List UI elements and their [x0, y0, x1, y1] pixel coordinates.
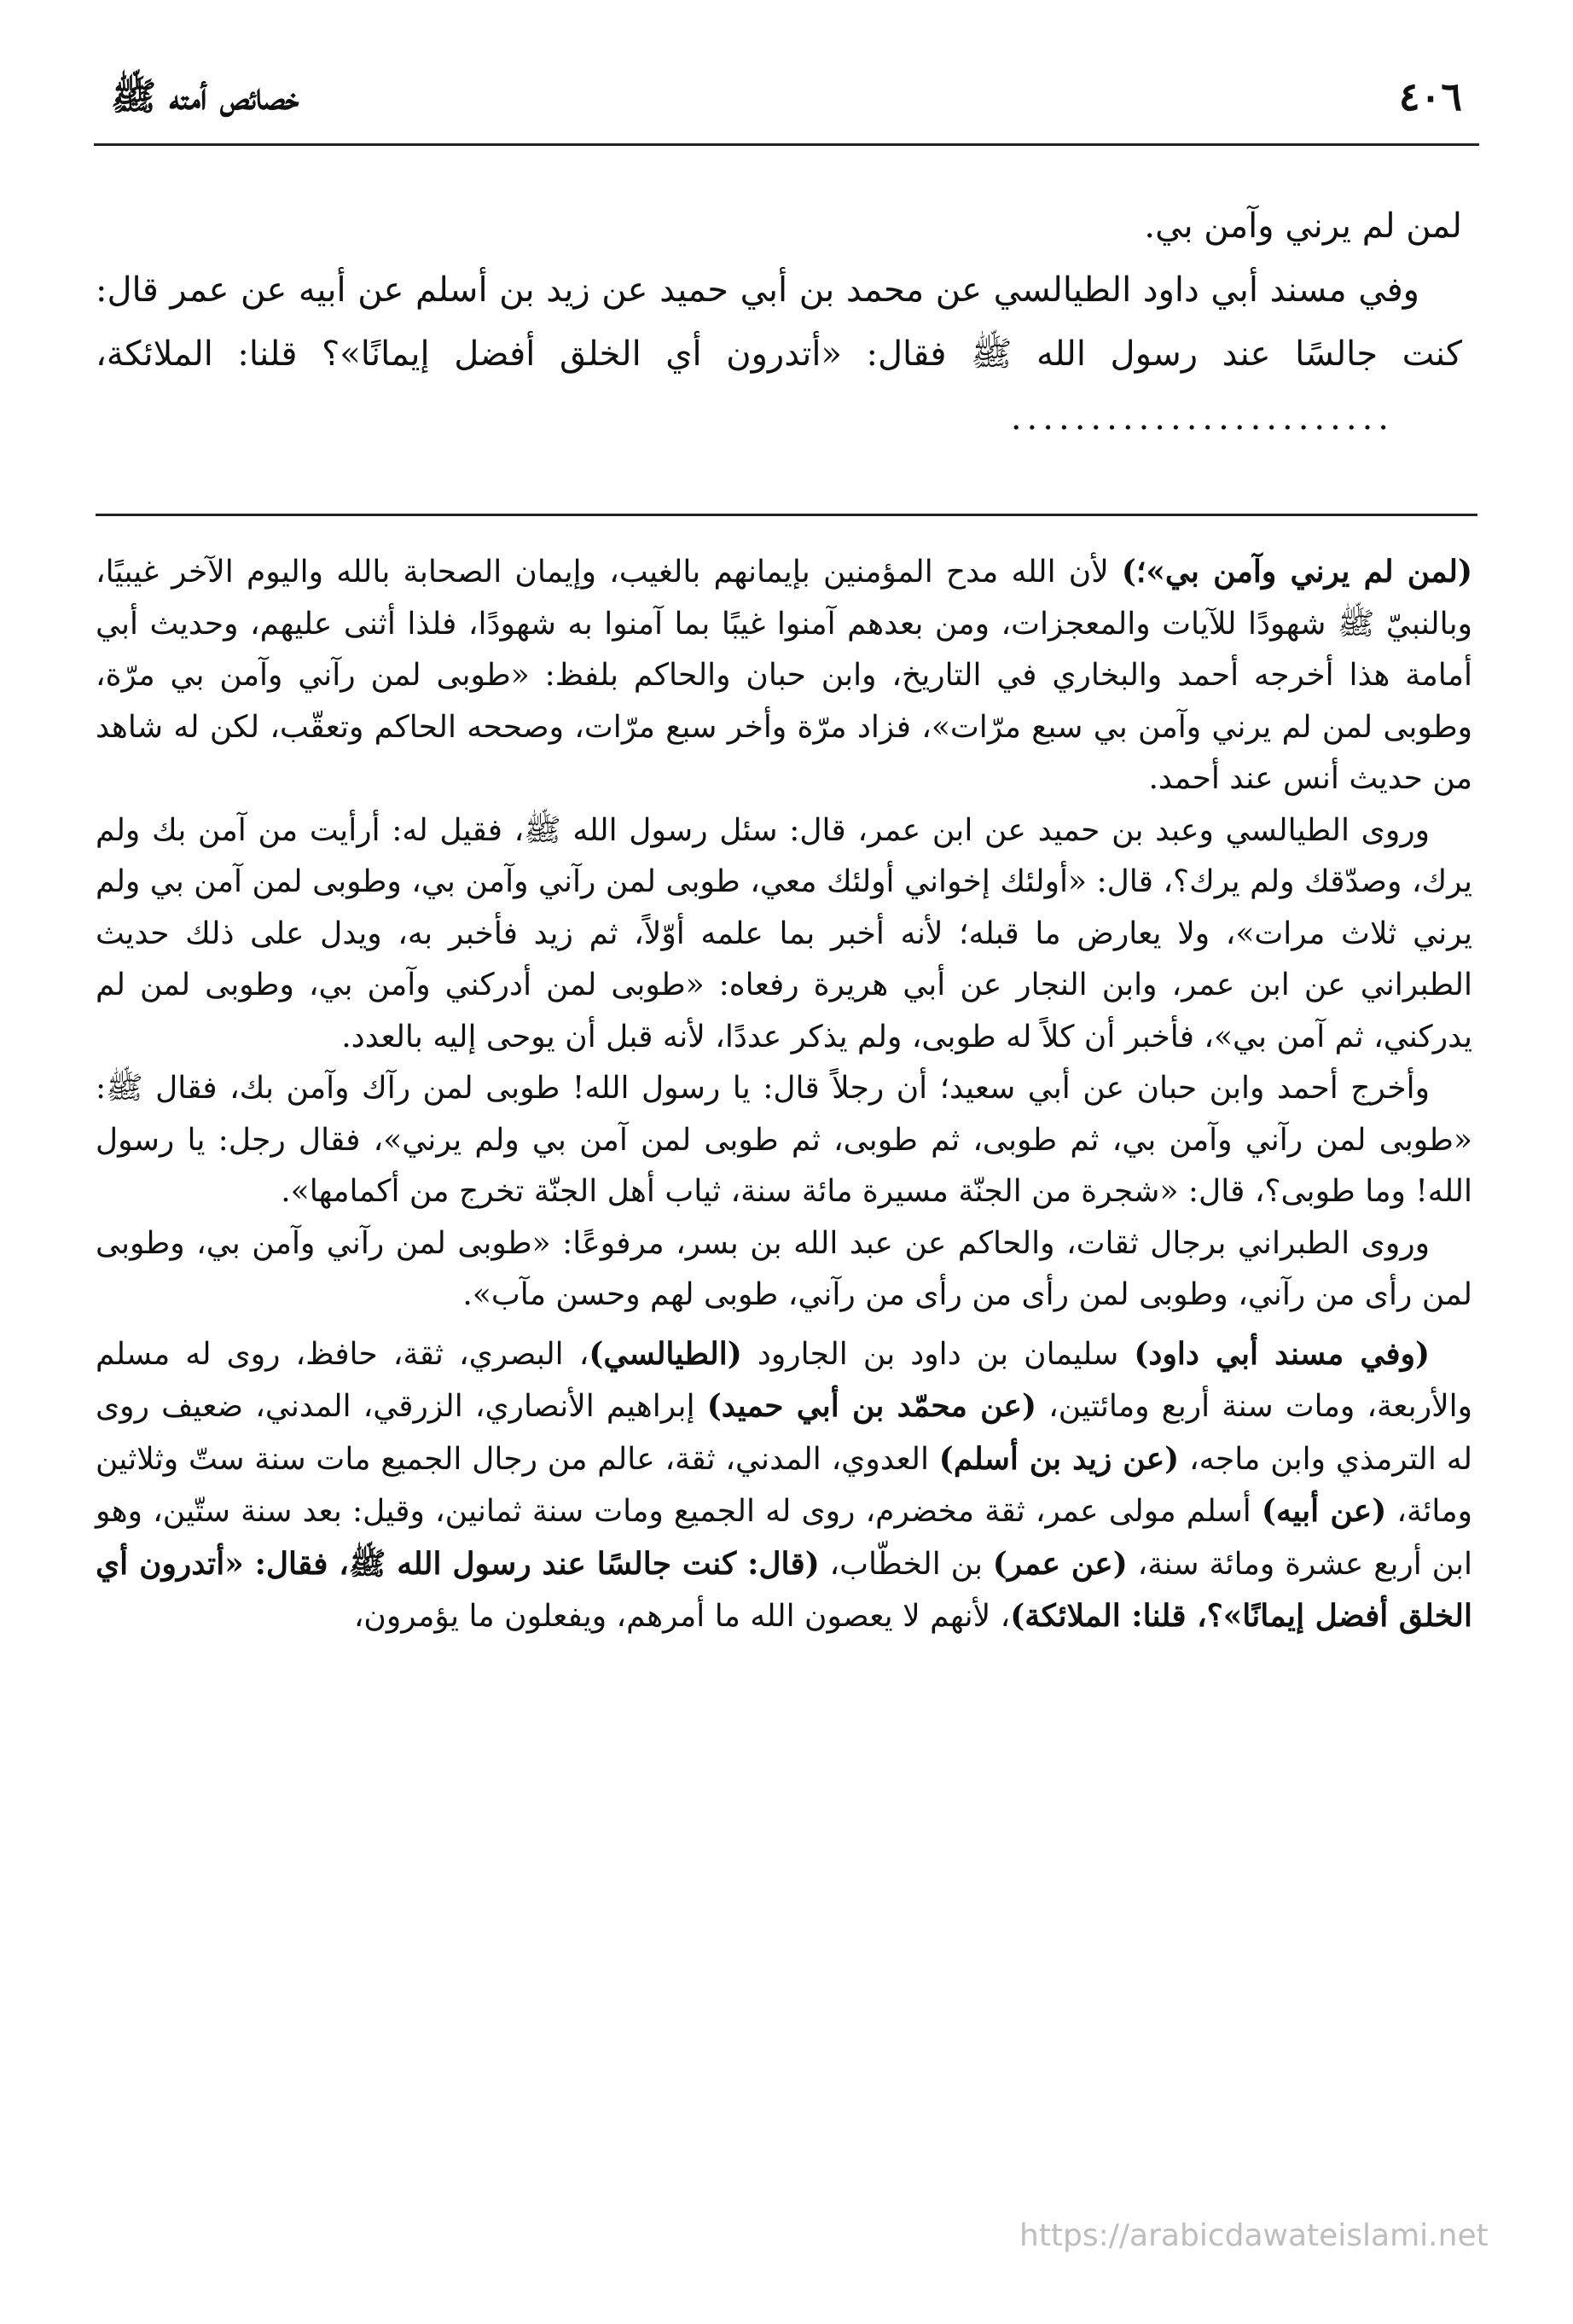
- commentary-paragraph: [96, 546, 1472, 805]
- commentary-text: لأن الله مدح المؤمنين بإيمانهم بالغيب، وإيمان الصحابة بالله واليوم الآخر غيبيًا، وبالنبيّ ﷺ شهودًا للآيات والمعجزات، ومن بعدهم آمنوا غيبًا بما آمنوا به شهودًا، فلذا أثنى عليهم، وحديث أبي أمامة هذا أخرجه أحمد والبخاري في التاريخ، وابن حبان والحاكم بلفظ: «طوبى لمن رآني وآمن بي مرّة، وطوبى لمن لم يرني وآمن بي سبع مرّات»، فزاد مرّة وأخر سبع مرّات، وصححه الحاكم وتعقّب، لكن له شاهد من حديث أنس عند أحمد.: [96, 555, 1472, 796]
- commentary-paragraph: وأخرج أحمد وابن حبان عن أبي سعيد؛ أن رجلاً قال: يا رسول الله! طوبى لمن رآك وآمن بك، فقال ﷺ: «طوبى لمن رآني وآمن بي، ثم طوبى، ثم طوبى، ثم طوبى لمن آمن بي ولم يرني»، فقال رجل: يا رسول الله! وما طوبى؟، قال: «شجرة من الجنّة مسيرة مائة سنة، ثياب أهل الجنّة تخرج من أكمامها».: [96, 1071, 1472, 1209]
- quoted-phrase: (وفي مسند أبي داود): [1134, 1335, 1431, 1372]
- page-number: ٤٠٦: [1398, 73, 1462, 119]
- main-line: لمن لم يرني وآمن بي.: [1144, 206, 1462, 246]
- page-header: [111, 73, 1462, 133]
- quoted-phrase: (قال: كنت جالسًا عند رسول الله ﷺ، فقال: «أتدرون أي الخلق أفضل إيمانًا»؟، قلنا: الملائكة): [96, 1545, 1472, 1634]
- commentary-text: بن الخطّاب،: [819, 1546, 993, 1582]
- commentary-paragraph: وروى الطيالسي وعبد بن حميد عن ابن عمر، قال: سئل رسول الله ﷺ، فقيل له: أرأيت من آمن بك ولم يرك، وصدّقك ولم يرك؟، قال: «أولئك إخواني أولئك معي، طوبى لمن رآني وآمن بي، وطوبى لمن آمن بي ولم يرني ثلاث مرات»، ولا يعارض ما قبله؛ لأنه أخبر بما علمه أوّلاً، ثم زيد فأخبر به، ويدل على ذلك حديث الطبراني عن ابن عمر، وابن النجار عن أبي هريرة رفعاه: «طوبى لمن أدركني وآمن بي، وطوبى لمن لم يدركني، ثم آمن بي»، فأخبر أن كلاً له طوبى، ولم يذكر عددًا، لأنه قبل أن يوحى إليه بالعدد.: [96, 812, 1472, 1055]
- commentary-paragraph: [96, 1328, 1472, 1643]
- commentary-separator: [96, 514, 1477, 516]
- commentary-paragraph: وروى الطبراني برجال ثقات، والحاكم عن عبد الله بن بسر، مرفوعًا: «طوبى لمن رآني وآمن بي، وطوبى لمن رأى من رآني، وطوبى لمن رأى من رأى من رآني، طوبى لهم وحسن مآب».: [96, 1225, 1472, 1312]
- main-paragraph: [96, 259, 1462, 450]
- quoted-phrase: (عن زيد بن أسلم): [938, 1440, 1180, 1477]
- quoted-phrase: (عن عمر): [992, 1545, 1128, 1582]
- header-rule: [94, 143, 1479, 146]
- commentary-text: ، لأنهم لا يعصون الله ما أمرهم، ويفعلون ما يؤمرون،: [353, 1599, 1011, 1634]
- commentary-text: أسلم مولى عمر، ثقة مخضرم، روى له الجميع ومات سنة ثمانين، وقيل: بعد سنة ستّين، وهو ابن أربع عشرة ومائة سنة،: [96, 1494, 1473, 1582]
- quoted-phrase: (عن محمّد بن أبي حميد): [706, 1388, 1036, 1424]
- quoted-phrase: (عن أبيه): [1261, 1493, 1387, 1529]
- commentary: [96, 546, 1472, 1643]
- continuation-dots: ........................: [1010, 398, 1394, 438]
- main-text: [96, 195, 1462, 450]
- main-paragraph-text: وفي مسند أبي داود الطيالسي عن محمد بن أبي حميد عن زيد بن أسلم عن أبيه عن عمر قال: كنت جالسًا عند رسول الله ﷺ فقال: «أتدرون أي الخلق أفضل إيمانًا»؟ قلنا: الملائكة،: [96, 270, 1462, 374]
- source-url-watermark: https://arabicdawateislami.net: [1019, 2218, 1489, 2253]
- commentary-text: سليمان بن داود بن الجارود: [741, 1336, 1135, 1372]
- commentary-text: ، البصري، ثقة، حافظ، روى له مسلم والأربعة، ومات سنة أربع ومائتين،: [96, 1336, 1472, 1424]
- commentary-text: العدوي، المدني، ثقة، عالم من رجال الجميع مات سنة ستّ وثلاثين ومائة،: [96, 1441, 1472, 1529]
- running-title: خصائص أمته ﷺ: [111, 75, 299, 119]
- quoted-phrase: (الطيالسي): [589, 1335, 742, 1372]
- quoted-phrase: (لمن لم يرني وآمن بي»؛): [1121, 554, 1472, 590]
- commentary-text: إبراهيم الأنصاري، الزرقي، المدني، ضعيف روى له الترمذي وابن ماجه،: [96, 1389, 1473, 1477]
